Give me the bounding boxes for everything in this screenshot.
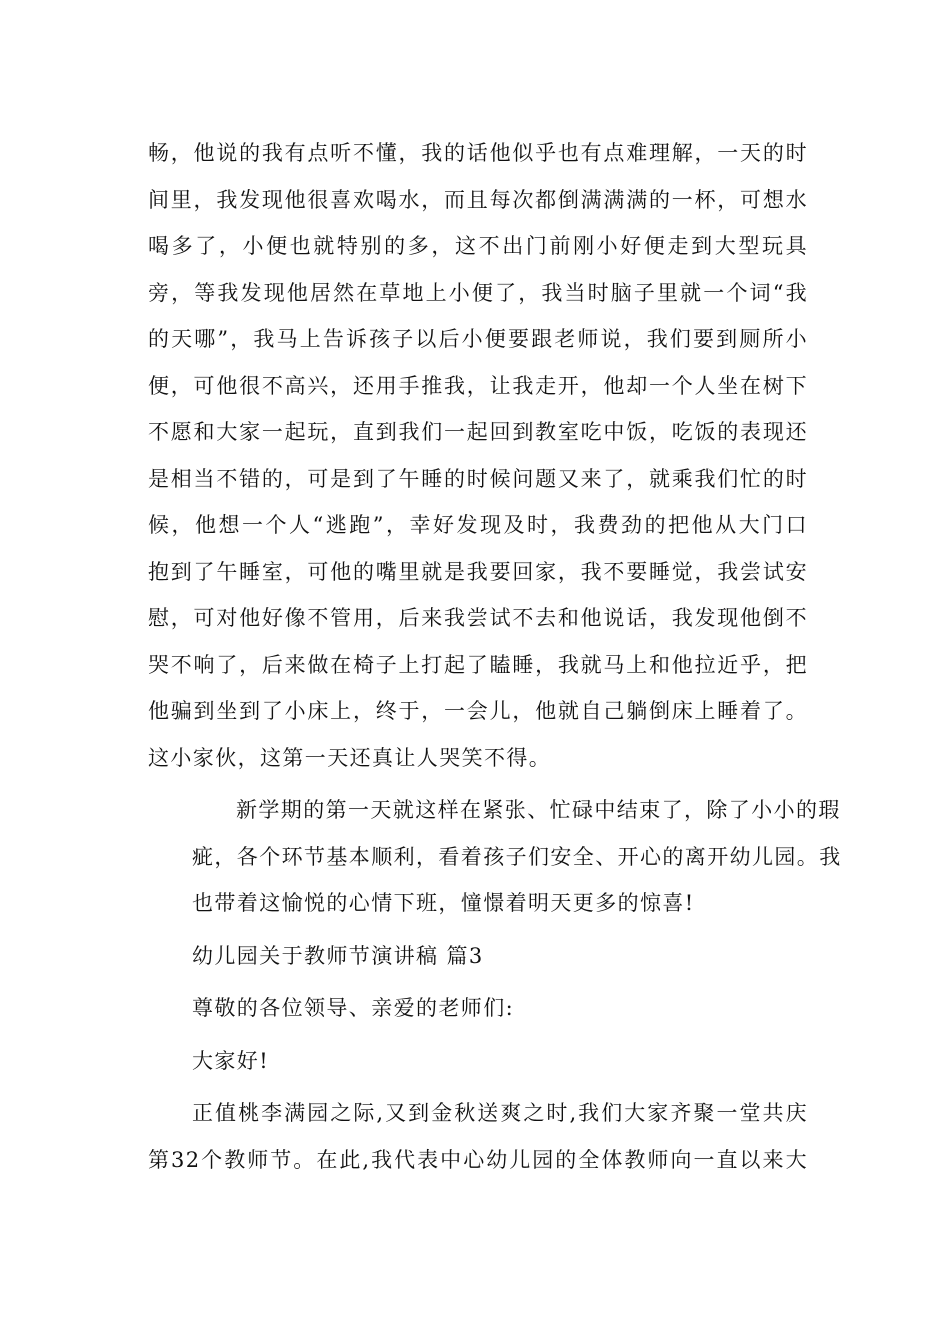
text-line: 慰，可对他好像不管用，后来我尝试不去和他说话，我发现他倒不 xyxy=(148,606,808,630)
text-line: 哭不响了，后来做在椅子上打起了瞌睡，我就马上和他拉近乎，把 xyxy=(148,652,808,677)
text-line: 畅，他说的我有点听不懂，我的话他似乎也有点难理解，一天的时 xyxy=(148,141,808,165)
text-line: 不愿和大家一起玩，直到我们一起回到教室吃中饭，吃饭的表现还 xyxy=(148,420,808,444)
text-line: 旁，等我发现他居然在草地上小便了，我当时脑子里就一个词“我 xyxy=(148,280,808,305)
text-line: 第32个教师节。在此,我代表中心幼儿园的全体教师向一直以来大 xyxy=(148,1147,808,1172)
text-line: 疵，各个环节基本顺利，看着孩子们安全、开心的离开幼儿园。我 xyxy=(192,844,842,869)
text-line: 间里，我发现他很喜欢喝水，而且每次都倒满满满的一杯，可想水 xyxy=(148,187,808,212)
salutation: 尊敬的各位领导、亲爱的老师们: xyxy=(192,996,515,1020)
text-line: 喝多了，小便也就特别的多，这不出门前刚小好便走到大型玩具 xyxy=(148,234,808,258)
text-line: 这小家伙，这第一天还真让人哭笑不得。 xyxy=(148,745,552,770)
section-heading: 幼儿园关于教师节演讲稿 篇3 xyxy=(192,943,484,968)
text-line: 他骗到坐到了小床上，终于，一会儿，他就自己躺倒床上睡着了。 xyxy=(148,699,808,723)
text-line: 是相当不错的，可是到了午睡的时候问题又来了，就乘我们忙的时 xyxy=(148,466,808,491)
text-line: 便，可他很不高兴，还用手推我，让我走开，他却一个人坐在树下 xyxy=(148,373,808,398)
text-line: 候，他想一个人“逃跑”，幸好发现及时，我费劲的把他从大门口 xyxy=(148,513,808,537)
text-line: 正值桃李满园之际,又到金秋送爽之时,我们大家齐聚一堂共庆 xyxy=(192,1101,808,1125)
text-line: 的天哪”，我马上告诉孩子以后小便要跟老师说，我们要到厕所小 xyxy=(148,327,808,351)
paragraph-1 xyxy=(148,130,808,781)
text-line: 也带着这愉悦的心情下班，憧憬着明天更多的惊喜! xyxy=(192,891,695,915)
document-body xyxy=(148,130,842,1183)
greeting: 大家好! xyxy=(192,1048,270,1073)
paragraph-2 xyxy=(148,787,842,927)
text-line: 新学期的第一天就这样在紧张、忙碌中结束了，除了小小的瑕 xyxy=(236,798,841,822)
text-line: 抱到了午睡室，可他的嘴里就是我要回家，我不要睡觉，我尝试安 xyxy=(148,559,808,584)
paragraph-3 xyxy=(148,1090,808,1183)
